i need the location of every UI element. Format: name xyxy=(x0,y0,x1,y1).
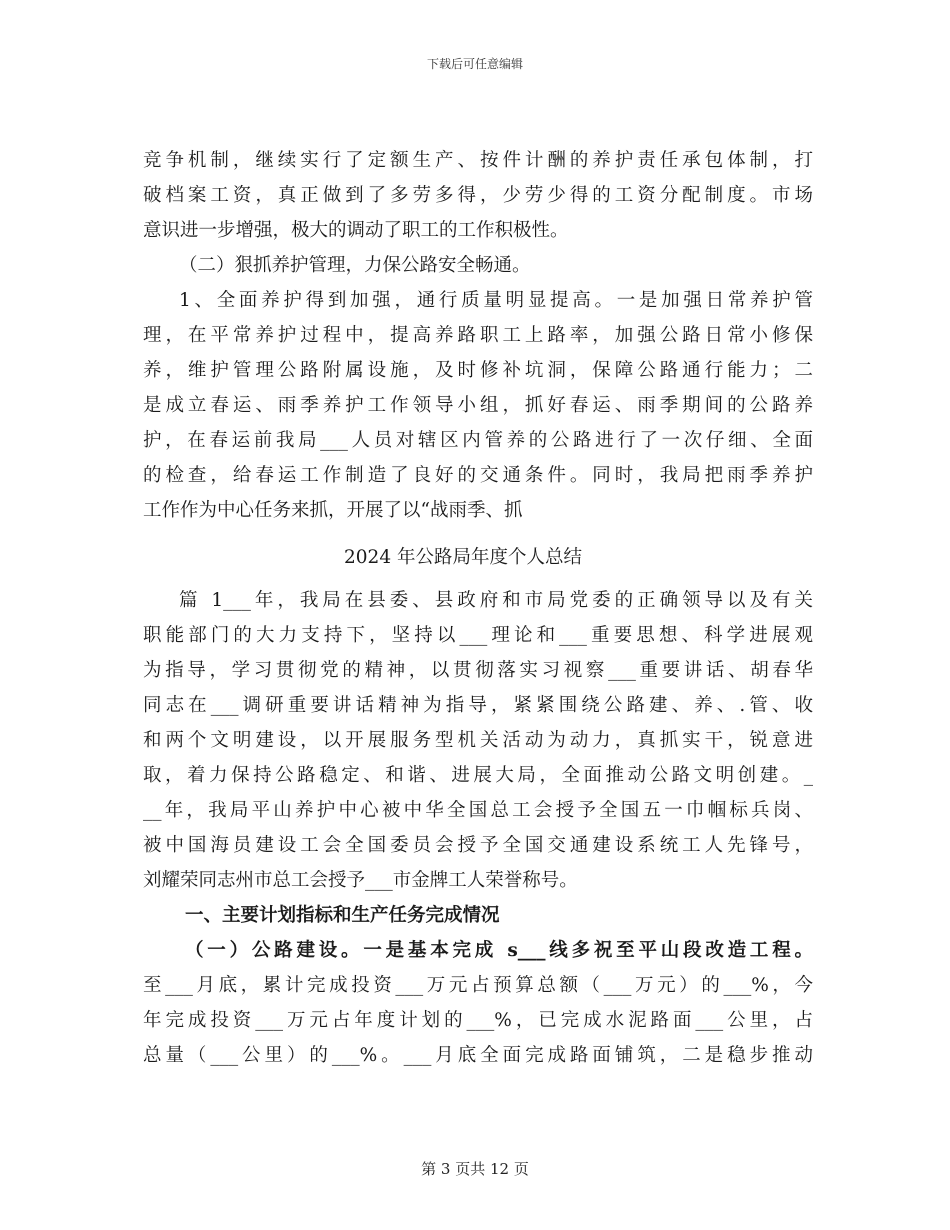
document-title: 2024 年公路局年度个人总结 xyxy=(344,547,582,568)
paragraph-line: 为指导，学习贯彻党的精神，以贯彻落实习视察___重要讲话、胡春华 xyxy=(143,660,813,681)
paragraph-line: 竞争机制，继续实行了定额生产、按件计酬的养护责任承包体制，打 xyxy=(143,150,813,171)
paragraph-line: 职能部门的大力支持下，坚持以___理论和___重要思想、科学进展观 xyxy=(143,625,813,646)
subsection-heading: （二）狠抓养护管理，力保公路安全畅通。 xyxy=(179,255,531,276)
paragraph-line: 意识进一步增强，极大的调动了职工的工作积极性。 xyxy=(143,220,569,241)
paragraph-line: 养，维护管理公路附属设施，及时修补坑洞，保障公路通行能力；二 xyxy=(143,360,813,381)
paragraph-line: 取，着力保持公路稳定、和谐、进展大局，全面推动公路文明创建。_ xyxy=(143,765,813,786)
paragraph-line: 破档案工资，真正做到了多劳多得，少劳少得的工资分配制度。市场 xyxy=(143,185,813,206)
paragraph-line: 工作作为中心任务来抓，开展了以“战雨季、抓 xyxy=(143,500,523,521)
page-footer-number: 第 3 页共 12 页 xyxy=(421,1160,529,1178)
paragraph-line: 是成立春运、雨季养护工作领导小组，抓好春运、雨季期间的公路养 xyxy=(143,395,813,416)
page-header-note: 下载后可任意编辑 xyxy=(426,57,523,71)
paragraph-line: 理，在平常养护过程中，提高养路职工上路率，加强公路日常小修保 xyxy=(143,325,813,346)
document-body xyxy=(143,143,813,1073)
section-heading: 一、主要计划指标和生产任务完成情况 xyxy=(185,905,500,926)
paragraph-line: 被中国海员建设工会全国委员会授予全国交通建设系统工人先锋号， xyxy=(143,835,813,856)
subsection-heading: （一）公路建设。一是基本完成 s___线多祝至平山段改造工程。 xyxy=(185,940,813,961)
paragraph-line: 和两个文明建设，以开展服务型机关活动为动力，真抓实干，锐意进 xyxy=(143,730,813,751)
paragraph-line: 总量（___公里）的___%。___月底全面完成路面铺筑，二是稳步推动 xyxy=(143,1045,813,1066)
paragraph-line: 至___月底，累计完成投资___万元占预算总额（___万元）的___%，今 xyxy=(143,975,813,996)
paragraph-line: 同志在___调研重要讲话精神为指导，紧紧围绕公路建、养、.管、收 xyxy=(143,695,813,716)
paragraph-line: 篇 1___年，我局在县委、县政府和市局党委的正确领导以及有关 xyxy=(179,590,813,611)
paragraph-line: 年完成投资___万元占年度计划的___%，已完成水泥路面___公里，占 xyxy=(143,1010,813,1031)
paragraph-line: 护，在春运前我局___人员对辖区内管养的公路进行了一次仔细、全面 xyxy=(143,430,813,451)
paragraph-line: 1、全面养护得到加强，通行质量明显提高。一是加强日常养护管 xyxy=(179,290,813,311)
paragraph-line: 刘耀荣同志州市总工会授予___市金牌工人荣誉称号。 xyxy=(143,870,578,891)
paragraph-line: __年，我局平山养护中心被中华全国总工会授予全国五一巾帼标兵岗、 xyxy=(143,800,813,821)
paragraph-line: 的检查，给春运工作制造了良好的交通条件。同时，我局把雨季养护 xyxy=(143,465,813,486)
